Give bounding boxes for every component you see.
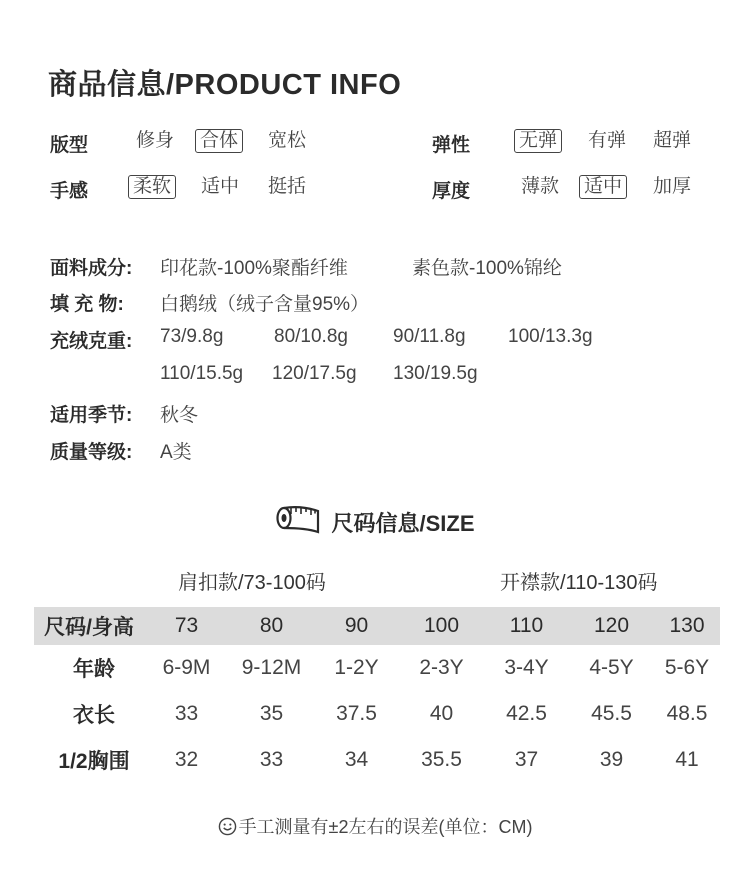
table-header-cell: 130 (669, 614, 705, 637)
grade-value: A类 (160, 442, 192, 463)
measurement-note (0, 813, 750, 839)
table-header-row (34, 607, 720, 645)
table-header-cell: 110 (509, 614, 544, 637)
filling-label: 填 充 物: (50, 294, 124, 315)
size-table (34, 607, 720, 783)
table-row-label: 衣长 (73, 704, 115, 727)
table-cell: 41 (675, 748, 699, 771)
elasticity-option-3: 超弹 (653, 130, 692, 151)
feel-option-3: 挺括 (268, 176, 307, 197)
fill-weight-value: 100/13.3g (508, 326, 593, 347)
grade-label: 质量等级: (50, 442, 133, 463)
table-cell: 37.5 (336, 702, 377, 725)
table-row-label: 1/2胸围 (58, 750, 130, 773)
table-cell: 33 (174, 702, 199, 725)
fill-weight-value: 110/15.5g (160, 363, 244, 384)
measurement-note-text: 手工测量有±2左右的误差(单位：CM) (238, 817, 533, 837)
fill-weight-value: 73/9.8g (160, 326, 224, 347)
table-header-cell: 90 (344, 614, 369, 637)
thickness-option-1: 薄款 (521, 176, 560, 197)
table-cell: 32 (174, 748, 199, 771)
elasticity-option-1-selected: 无弹 (514, 129, 562, 153)
elasticity-option-2: 有弹 (588, 130, 627, 151)
table-cell: 9-12M (241, 656, 302, 679)
table-row (34, 691, 720, 737)
size-heading-text: 尺码信息/SIZE (331, 510, 475, 536)
fabric-value-plain: 素色款-100%锦纶 (412, 258, 562, 279)
filling-value: 白鹅绒（绒子含量95%） (160, 294, 370, 315)
table-cell: 39 (599, 748, 624, 771)
tape-measure-icon (275, 505, 321, 539)
thickness-label: 厚度 (432, 181, 471, 202)
table-cell: 1-2Y (334, 656, 379, 679)
fabric-label: 面料成分: (50, 258, 133, 279)
table-header-cell: 80 (259, 614, 284, 637)
table-row-label: 年龄 (73, 658, 115, 681)
thickness-option-2-selected: 适中 (579, 175, 627, 199)
table-cell: 34 (344, 748, 369, 771)
season-value: 秋冬 (160, 405, 199, 426)
table-cell: 33 (259, 748, 284, 771)
fill-weight-value: 80/10.8g (274, 326, 348, 347)
fill-weight-value: 90/11.8g (393, 326, 466, 347)
table-cell: 40 (429, 702, 454, 725)
table-cell: 6-9M (162, 656, 211, 679)
feel-label: 手感 (50, 181, 89, 202)
table-cell: 35.5 (421, 748, 462, 771)
fill-weight-value: 130/19.5g (393, 363, 478, 384)
fit-option-3: 宽松 (268, 130, 307, 151)
table-row (34, 645, 720, 691)
table-header-cell: 100 (423, 614, 460, 637)
table-header-cell: 73 (174, 614, 199, 637)
table-cell: 35 (259, 702, 284, 725)
feel-option-1-selected: 柔软 (128, 175, 176, 199)
size-group-shoulder-button: 肩扣款/73-100码 (178, 572, 326, 594)
fit-label: 版型 (50, 135, 89, 156)
table-cell: 2-3Y (419, 656, 464, 679)
elasticity-label: 弹性 (432, 135, 471, 156)
table-cell: 5-6Y (664, 656, 710, 679)
page-title: 商品信息/PRODUCT INFO (48, 69, 402, 101)
table-cell: 48.5 (666, 702, 708, 725)
fit-option-2-selected: 合体 (195, 129, 243, 153)
thickness-option-3: 加厚 (653, 176, 692, 197)
smiley-icon (218, 817, 237, 836)
table-header-cell: 尺码/身高 (44, 616, 134, 639)
size-section-heading (0, 505, 750, 539)
size-group-open-front: 开襟款/110-130码 (500, 572, 658, 594)
fabric-value-print: 印花款-100%聚酯纤维 (160, 258, 348, 279)
table-row (34, 737, 720, 783)
fit-option-1: 修身 (136, 130, 175, 151)
fill-weight-label: 充绒克重: (50, 331, 133, 352)
table-cell: 4-5Y (589, 656, 634, 679)
table-cell: 42.5 (506, 702, 547, 725)
table-header-cell: 120 (593, 614, 630, 637)
feel-option-2: 适中 (201, 176, 240, 197)
table-cell: 45.5 (591, 702, 632, 725)
season-label: 适用季节: (50, 405, 133, 426)
fill-weight-value: 120/17.5g (272, 363, 357, 384)
table-cell: 37 (514, 748, 539, 771)
table-cell: 3-4Y (504, 656, 549, 679)
